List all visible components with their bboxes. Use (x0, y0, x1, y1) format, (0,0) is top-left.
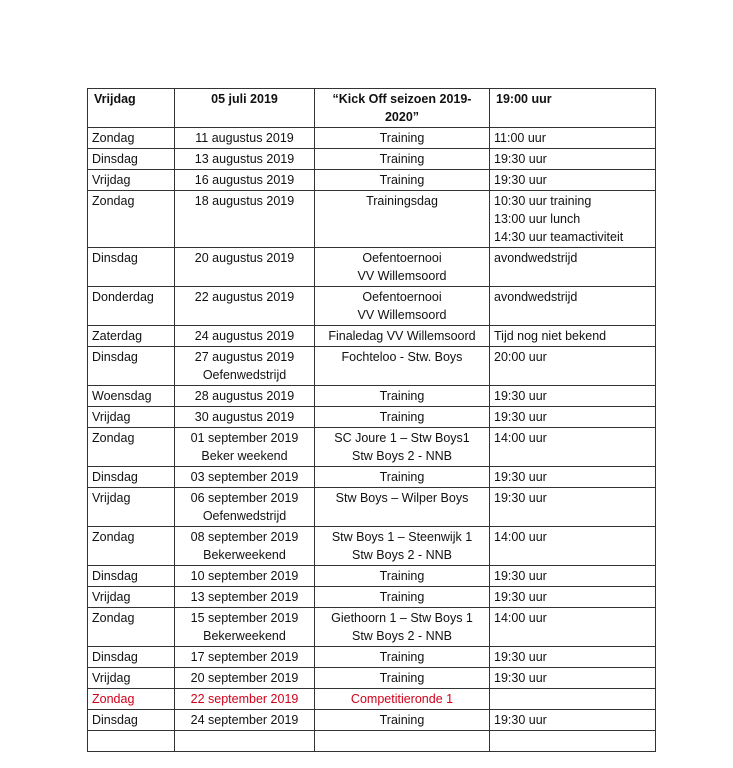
time-cell (490, 566, 656, 587)
time-cell-line: Tijd nog niet bekend (494, 329, 607, 343)
date-cell (175, 128, 315, 149)
table-row (88, 428, 656, 467)
event-cell (315, 128, 490, 149)
date-cell-line: 22 september 2019 (190, 692, 299, 706)
table-row (88, 566, 656, 587)
event-cell (315, 326, 490, 347)
event-cell-line: Training (379, 671, 425, 685)
event-cell (315, 710, 490, 731)
day-cell: Dinsdag (88, 647, 175, 668)
day-cell: Zaterdag (88, 326, 175, 347)
event-cell-line: 2020” (384, 110, 420, 124)
time-cell (490, 89, 656, 128)
event-cell (315, 89, 490, 128)
date-cell-line: Bekerweekend (203, 548, 286, 562)
event-cell-line: Training (379, 410, 425, 424)
date-cell-line: 18 augustus 2019 (194, 194, 295, 208)
event-cell-line: Oefentoernooi (362, 251, 442, 265)
table-row (88, 191, 656, 248)
day-cell: Zondag (88, 608, 175, 647)
event-cell (315, 467, 490, 488)
time-cell (490, 248, 656, 287)
event-cell (315, 608, 490, 647)
day-cell: Dinsdag (88, 566, 175, 587)
table-row (88, 89, 656, 128)
date-cell-line: 10 september 2019 (190, 569, 299, 583)
event-cell-line: Competitieronde 1 (350, 692, 454, 706)
table-row (88, 128, 656, 149)
event-cell-line: Training (379, 131, 425, 145)
day-cell: Zondag (88, 428, 175, 467)
table-row (88, 248, 656, 287)
time-cell-line: 14:00 uur (494, 431, 547, 445)
event-cell (315, 689, 490, 710)
time-cell (490, 689, 656, 710)
time-cell (490, 731, 656, 752)
time-cell-line: 19:30 uur (494, 152, 547, 166)
date-cell-line: 08 september 2019 (190, 530, 299, 544)
event-cell-line: Training (379, 389, 425, 403)
day-cell: Vrijdag (88, 668, 175, 689)
time-cell-line: 19:30 uur (494, 671, 547, 685)
event-cell-line: Training (379, 470, 425, 484)
date-cell-line: 16 augustus 2019 (194, 173, 295, 187)
event-cell (315, 587, 490, 608)
time-cell (490, 647, 656, 668)
time-cell-line: 14:00 uur (494, 611, 547, 625)
time-cell-line: avondwedstrijd (494, 251, 578, 265)
table-row (88, 710, 656, 731)
date-cell (175, 428, 315, 467)
date-cell (175, 731, 315, 752)
date-cell (175, 608, 315, 647)
event-cell (315, 731, 490, 752)
time-cell-line: 19:00 uur (496, 92, 552, 106)
time-cell-line: 19:30 uur (494, 410, 547, 424)
table-row (88, 731, 656, 752)
date-cell-line: 06 september 2019 (190, 491, 299, 505)
table-row (88, 347, 656, 386)
day-cell: Zondag (88, 689, 175, 710)
date-cell-line: 05 juli 2019 (211, 92, 278, 106)
date-cell-line: 20 september 2019 (190, 671, 299, 685)
schedule-body (88, 89, 656, 752)
date-cell-line: 13 augustus 2019 (194, 152, 295, 166)
date-cell-line: Beker weekend (201, 449, 288, 463)
time-cell (490, 710, 656, 731)
event-cell (315, 170, 490, 191)
event-cell-line: Training (379, 650, 425, 664)
event-cell-line: SC Joure 1 – Stw Boys1 (334, 431, 470, 445)
event-cell-line: Fochteloo - Stw. Boys (341, 350, 463, 364)
table-row (88, 689, 656, 710)
date-cell-line: 24 september 2019 (190, 713, 299, 727)
event-cell (315, 647, 490, 668)
table-row (88, 527, 656, 566)
time-cell (490, 467, 656, 488)
day-cell: Dinsdag (88, 149, 175, 170)
event-cell (315, 191, 490, 248)
time-cell (490, 428, 656, 467)
table-row (88, 467, 656, 488)
date-cell (175, 587, 315, 608)
event-cell-line: Stw Boys 2 - NNB (351, 449, 453, 463)
time-cell-line: 19:30 uur (494, 713, 547, 727)
event-cell (315, 149, 490, 170)
event-cell (315, 347, 490, 386)
date-cell (175, 191, 315, 248)
schedule-table (87, 88, 656, 752)
day-cell (88, 731, 175, 752)
time-cell-line: avondwedstrijd (494, 290, 578, 304)
time-cell-line: 20:00 uur (494, 350, 547, 364)
table-row (88, 608, 656, 647)
date-cell-line: 24 augustus 2019 (194, 329, 295, 343)
time-cell-line: 19:30 uur (494, 491, 547, 505)
time-cell (490, 407, 656, 428)
time-cell (490, 386, 656, 407)
time-cell-line: 19:30 uur (494, 173, 547, 187)
date-cell-line: 28 augustus 2019 (194, 389, 295, 403)
day-cell: Donderdag (88, 287, 175, 326)
date-cell-line: 22 augustus 2019 (194, 290, 295, 304)
day-cell: Dinsdag (88, 467, 175, 488)
table-row (88, 170, 656, 191)
time-cell-line: 19:30 uur (494, 389, 547, 403)
date-cell-line: Bekerweekend (203, 629, 286, 643)
table-row (88, 386, 656, 407)
date-cell (175, 689, 315, 710)
day-cell: Zondag (88, 527, 175, 566)
table-row (88, 668, 656, 689)
day-cell: Woensdag (88, 386, 175, 407)
date-cell (175, 668, 315, 689)
table-row (88, 587, 656, 608)
time-cell-line: 19:30 uur (494, 650, 547, 664)
table-row (88, 149, 656, 170)
event-cell (315, 566, 490, 587)
date-cell-line: 11 augustus 2019 (195, 131, 294, 145)
event-cell-line: Giethoorn 1 – Stw Boys 1 (331, 611, 473, 625)
date-cell (175, 287, 315, 326)
time-cell (490, 128, 656, 149)
event-cell (315, 488, 490, 527)
date-cell (175, 326, 315, 347)
time-cell (490, 149, 656, 170)
date-cell (175, 527, 315, 566)
table-row (88, 488, 656, 527)
time-cell-line: 14:00 uur (494, 530, 547, 544)
event-cell-line: Training (379, 569, 425, 583)
event-cell-line: Stw Boys – Wilper Boys (335, 491, 469, 505)
day-cell: Vrijdag (88, 587, 175, 608)
date-cell-line: 01 september 2019 (190, 431, 299, 445)
event-cell-line: Oefentoernooi (362, 290, 442, 304)
date-cell (175, 89, 315, 128)
day-cell: Dinsdag (88, 347, 175, 386)
date-cell (175, 488, 315, 527)
event-cell-line: Training (379, 590, 425, 604)
day-cell: Vrijdag (88, 488, 175, 527)
time-cell-line: 13:00 uur lunch (494, 212, 581, 226)
event-cell-line: VV Willemsoord (357, 269, 447, 283)
date-cell-line: Oefenwedstrijd (202, 509, 287, 523)
date-cell (175, 248, 315, 287)
day-cell: Vrijdag (88, 170, 175, 191)
date-cell-line: 03 september 2019 (190, 470, 299, 484)
event-cell (315, 527, 490, 566)
date-cell (175, 407, 315, 428)
time-cell (490, 668, 656, 689)
event-cell-line: “Kick Off seizoen 2019- (332, 92, 472, 106)
day-cell: Zondag (88, 191, 175, 248)
date-cell (175, 347, 315, 386)
time-cell-line: 19:30 uur (494, 590, 547, 604)
event-cell (315, 287, 490, 326)
date-cell-line: Oefenwedstrijd (202, 368, 287, 382)
date-cell (175, 467, 315, 488)
date-cell (175, 170, 315, 191)
time-cell (490, 527, 656, 566)
day-cell: Dinsdag (88, 710, 175, 731)
date-cell-line: 13 september 2019 (190, 590, 299, 604)
event-cell-line: Trainingsdag (366, 194, 438, 208)
day-cell: Zondag (88, 128, 175, 149)
day-cell: Vrijdag (88, 89, 175, 128)
date-cell (175, 647, 315, 668)
date-cell (175, 566, 315, 587)
event-cell-line: Stw Boys 1 – Steenwijk 1 (331, 530, 473, 544)
date-cell (175, 710, 315, 731)
event-cell-line: VV Willemsoord (357, 308, 447, 322)
time-cell (490, 287, 656, 326)
time-cell-line: 10:30 uur training (494, 194, 592, 208)
event-cell-line: Training (379, 713, 425, 727)
event-cell (315, 428, 490, 467)
date-cell-line: 15 september 2019 (190, 611, 299, 625)
time-cell (490, 488, 656, 527)
event-cell (315, 386, 490, 407)
day-cell: Dinsdag (88, 248, 175, 287)
table-row (88, 326, 656, 347)
table-row (88, 647, 656, 668)
table-row (88, 407, 656, 428)
time-cell (490, 170, 656, 191)
event-cell (315, 668, 490, 689)
event-cell-line: Stw Boys 2 - NNB (351, 548, 453, 562)
event-cell (315, 248, 490, 287)
time-cell-line: 19:30 uur (494, 569, 547, 583)
date-cell-line: 20 augustus 2019 (194, 251, 295, 265)
event-cell-line: Training (379, 152, 425, 166)
time-cell (490, 326, 656, 347)
event-cell-line: Finaledag VV Willemsoord (328, 329, 476, 343)
date-cell (175, 149, 315, 170)
date-cell (175, 386, 315, 407)
time-cell (490, 608, 656, 647)
time-cell (490, 587, 656, 608)
table-row (88, 287, 656, 326)
time-cell-line: 11:00 uur (494, 131, 546, 145)
date-cell-line: 30 augustus 2019 (194, 410, 295, 424)
time-cell (490, 347, 656, 386)
date-cell-line: 17 september 2019 (190, 650, 299, 664)
event-cell-line: Training (379, 173, 425, 187)
time-cell (490, 191, 656, 248)
date-cell-line: 27 augustus 2019 (194, 350, 295, 364)
event-cell (315, 407, 490, 428)
day-cell: Vrijdag (88, 407, 175, 428)
event-cell-line: Stw Boys 2 - NNB (351, 629, 453, 643)
time-cell-line: 19:30 uur (494, 470, 547, 484)
time-cell-line: 14:30 uur teamactiviteit (494, 230, 624, 244)
